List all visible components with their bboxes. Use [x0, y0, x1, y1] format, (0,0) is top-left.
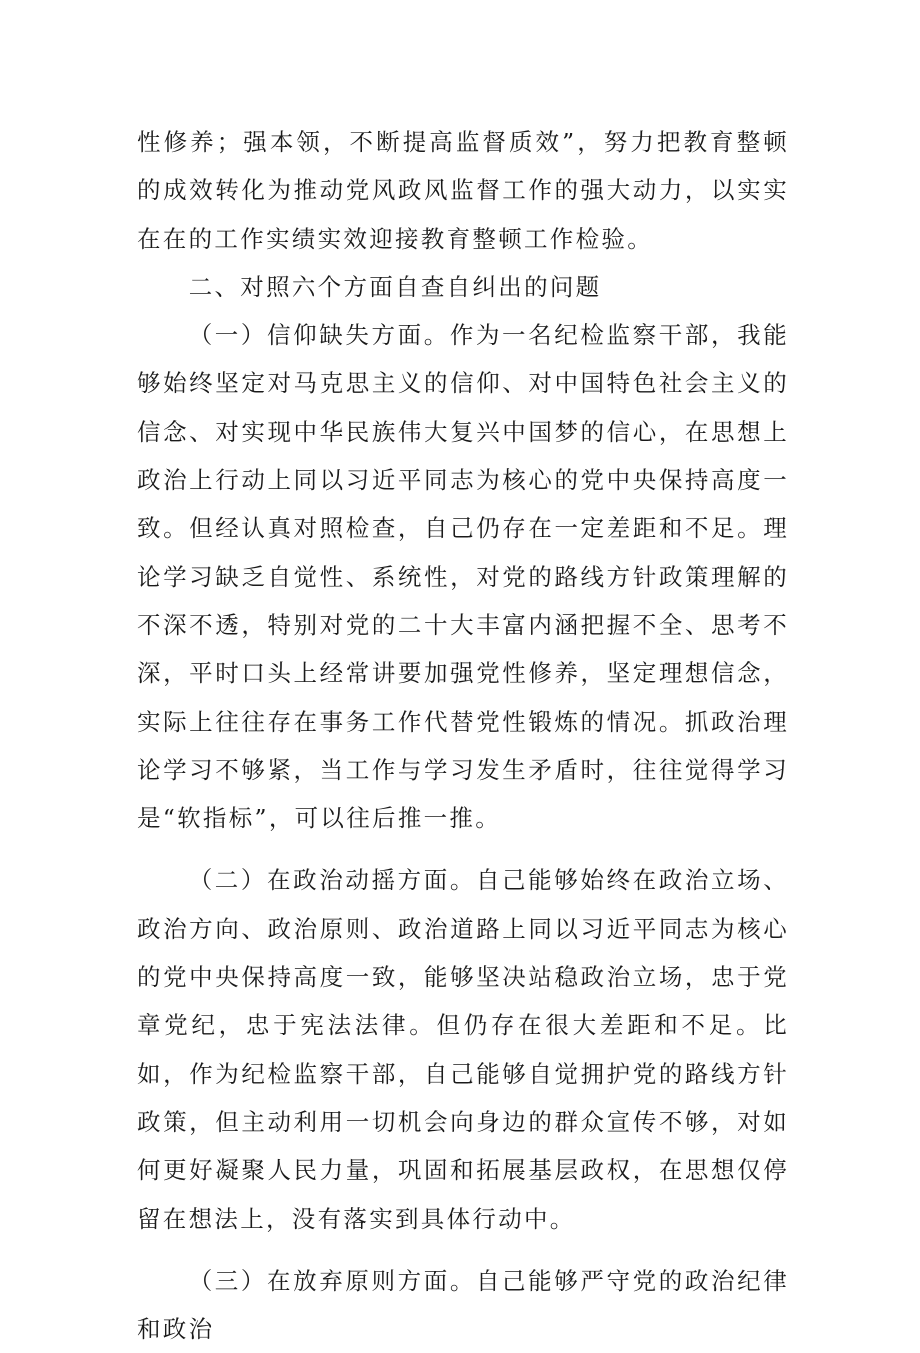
- document-body: [137, 118, 789, 1353]
- paragraph-spacer: [137, 842, 789, 856]
- paragraph-item-1: （一）信仰缺失方面。作为一名纪检监察干部，我能够始终坚定对马克思主义的信仰、对中国特色社会主义的信念、对实现中华民族伟大复兴中国梦的信心，在思想上政治上行动上同以习近平同志为核心的党中央保持高度一致。但经认真对照检查，自己仍存在一定差距和不足。理论学习缺乏自觉性、系统性，对党的路线方针政策理解的不深不透，特别对党的二十大丰富内涵把握不全、思考不深，平时口头上经常讲要加强党性修养，坚定理想信念，实际上往往存在事务工作代替党性锻炼的情况。抓政治理论学习不够紧，当工作与学习发生矛盾时，往往觉得学习是“软指标”，可以往后推一推。: [137, 321, 789, 833]
- section-heading: 二、对照六个方面自查自纠出的问题: [188, 272, 602, 301]
- paragraph-continuation: 性修养；强本领，不断提高监督质效”，努力把教育整顿的成效转化为推动党风政风监督工作的强大动力，以实实在在的工作实绩实效迎接教育整顿工作检验。: [137, 128, 789, 253]
- paragraph-item-2: （二）在政治动摇方面。自己能够始终在政治立场、政治方向、政治原则、政治道路上同以习近平同志为核心的党中央保持高度一致，能够坚决站稳政治立场，忠于党章党纪，忠于宪法法律。但仍存在很大差距和不足。比如，作为纪检监察干部，自己能够自觉拥护党的路线方针政策，但主动利用一切机会向身边的群众宣传不够，对如何更好凝聚人民力量，巩固和拓展基层政权，在思想仅停留在想法上，没有落实到具体行动中。: [137, 866, 789, 1233]
- paragraph-item-3: （三）在放弃原则方面。自己能够严守党的政治纪律和政治: [137, 1266, 789, 1344]
- paragraph-spacer: [137, 1243, 789, 1257]
